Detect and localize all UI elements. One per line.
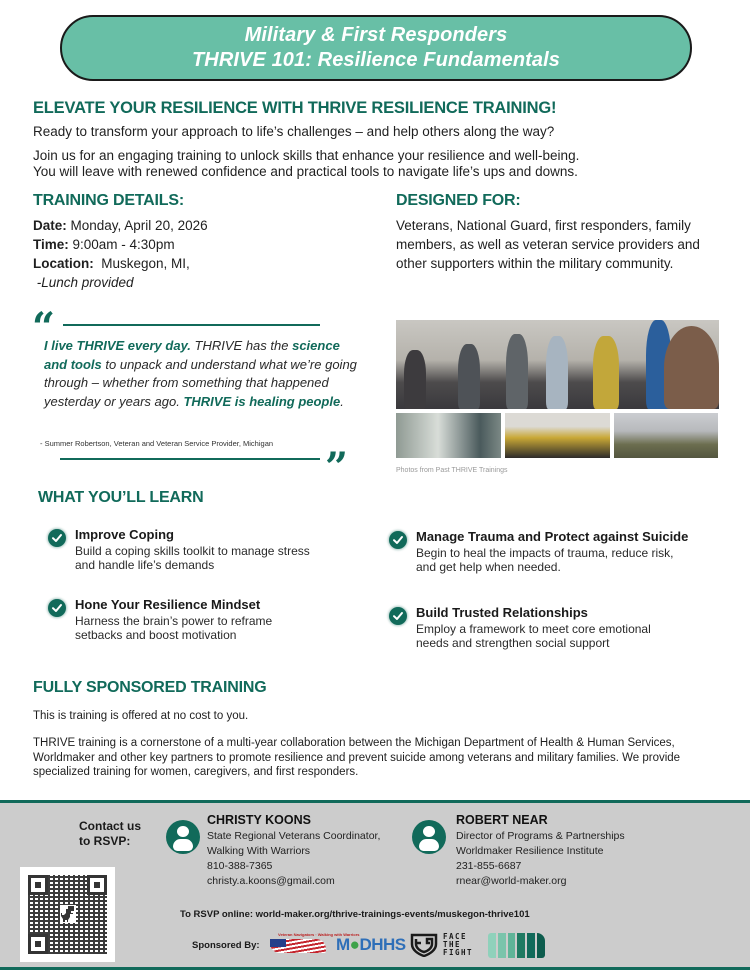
designed-for-text: Veterans, National Guard, first responders, family members, as well as veteran service providers and other supporters within the military community. [396,218,700,271]
banner-line-1: Military & First Responders [244,24,508,46]
rsvp-online-link[interactable]: To RSVP online: world-maker.org/thrive-trainings-events/muskegon-thrive101 [180,909,530,920]
learn-item-title: Improve Coping [75,527,174,542]
sponsored-body: THRIVE training is a cornerstone of a multi-year collaboration between the Michigan Department of Health & Human Services, Worldmaker and other key partners to promote resilience and prevent suicide among veterans and military families. We provide specialized training for women, caregivers, and first responders. [33,737,681,778]
contact-robert-near [456,813,625,889]
check-circle-icon [389,607,407,625]
intro-body-2: You will leave with renewed confidence and practical tools to navigate life’s ups and downs. [33,164,578,179]
quote-bottom-rule [60,458,320,460]
contact-phone[interactable]: 810-388-7365 [207,860,273,872]
contact-email[interactable]: rnear@world-maker.org [456,875,567,887]
testimonial-quote [30,304,360,491]
quote-highlight-1: I live THRIVE every day. [44,338,191,353]
veteran-navigators-logo [270,932,360,956]
intro-body-1: Join us for an engaging training to unlock skills that enhance your resilience and well-being. [33,148,580,163]
learn-item-title: Hone Your Resilience Mindset [75,597,261,612]
michigan-icon: ● [349,935,360,954]
lunch-note: -Lunch provided [33,275,134,290]
quote-attribution: - Summer Robertson, Veteran and Veteran Service Provider, Michigan [40,439,274,448]
qr-finder-icon [28,875,48,895]
person-avatar-icon [412,820,446,854]
time-row [33,235,208,254]
learn-heading: WHAT YOU’LL LEARN [38,489,204,506]
time-value: 9:00am - 4:30pm [68,237,175,252]
photo-participants [396,413,501,458]
check-circle-icon [389,531,407,549]
contact-footer [0,800,750,970]
sponsored-heading: FULLY SPONSORED TRAINING [33,679,267,696]
rsvp-qr-code[interactable] [20,867,115,962]
worldmaker-logo [488,933,545,958]
contact-role: Director of Programs & Partnerships [456,830,625,842]
qr-finder-icon [28,934,48,954]
contact-name: CHRISTY KOONS [207,813,311,827]
check-circle-icon [48,529,66,547]
ftf-shield-icon [410,933,438,957]
learn-item-title: Build Trusted Relationships [416,605,588,620]
ftf-line-2: THE [443,940,462,949]
contact-name: ROBERT NEAR [456,813,548,827]
mdhhs-m: M [336,935,350,954]
check-circle-icon [48,599,66,617]
quote-text [44,337,364,411]
quote-highlight-3: THRIVE is healing people [183,393,341,409]
training-details-heading: TRAINING DETAILS: [33,192,184,209]
location-row [33,254,208,273]
contact-label-line-2: to RSVP: [79,834,131,848]
photo-caption: Photos from Past THRIVE Trainings [396,467,508,474]
ftf-line-1: FACE [443,932,468,941]
date-label: Date: [33,218,67,233]
learn-item-title: Manage Trauma and Protect against Suicide [416,529,689,544]
contact-phone[interactable]: 231-855-6687 [456,860,522,872]
contact-label-line-1: Contact us [79,819,142,833]
quote-top-rule [63,324,320,326]
date-value: Monday, April 20, 2026 [66,218,208,233]
quote-highlight-2: science and tools [44,338,340,372]
quote-text-2: to unpack and understand what we’re going through – whether from something that happened yesterday or years ago. [44,356,357,409]
learn-item-desc: Begin to heal the impacts of trauma, reduce risk, and get help when needed. [416,546,674,574]
training-details [33,216,208,292]
photo-group-training [396,320,719,409]
quote-text-1: THRIVE has the [190,338,293,353]
vets-logo-text: Veteran Navigators · Walking with Warriors [278,932,360,937]
photo-yellow-shirts [505,413,610,458]
contact-label [79,819,141,849]
mdhhs-rest: DHHS [359,935,406,954]
dinosaur-icon [60,905,76,923]
intro-lead: Ready to transform your approach to life’s challenges – and help others along the way? [33,124,555,139]
contact-org: Walking With Warriors [207,845,311,857]
learn-item-desc: Harness the brain’s power to reframe setbacks and boost motivation [75,614,273,642]
sponsored-by-label: Sponsored By: [192,940,260,951]
mdhhs-logo [336,935,406,955]
contact-role: State Regional Veterans Coordinator, [207,830,381,842]
title-banner [60,15,692,81]
learn-item-desc: Build a coping skills toolkit to manage stress and handle life’s demands [75,544,310,572]
date-row [33,216,208,235]
qr-pattern [28,875,107,954]
open-quote-icon: “ [32,304,56,351]
face-the-fight-logo [410,932,485,958]
banner-line-2: THRIVE 101: Resilience Fundamentals [191,49,561,71]
ftf-line-3: FIGHT [443,948,474,957]
contact-email[interactable]: christy.a.koons@gmail.com [207,875,335,887]
contact-org: Worldmaker Resilience Institute [456,845,604,857]
designed-for-heading: DESIGNED FOR: [396,192,521,209]
close-quote-icon: ” [325,444,349,491]
learn-item-desc: Employ a framework to meet core emotional needs and strengthen social support [416,622,651,650]
location-value: Muskegon, MI, [93,256,190,271]
person-avatar-icon [166,820,200,854]
contact-christy-koons [207,813,380,889]
time-label: Time: [33,237,69,252]
qr-finder-icon [87,875,107,895]
photo-military-exercise [614,413,718,458]
sponsored-line: This is training is offered at no cost to you. [33,710,249,722]
location-label: Location: [33,256,94,271]
quote-text-3: . [340,393,344,409]
intro-heading: ELEVATE YOUR RESILIENCE WITH THRIVE RESILIENCE TRAINING! [33,99,557,117]
